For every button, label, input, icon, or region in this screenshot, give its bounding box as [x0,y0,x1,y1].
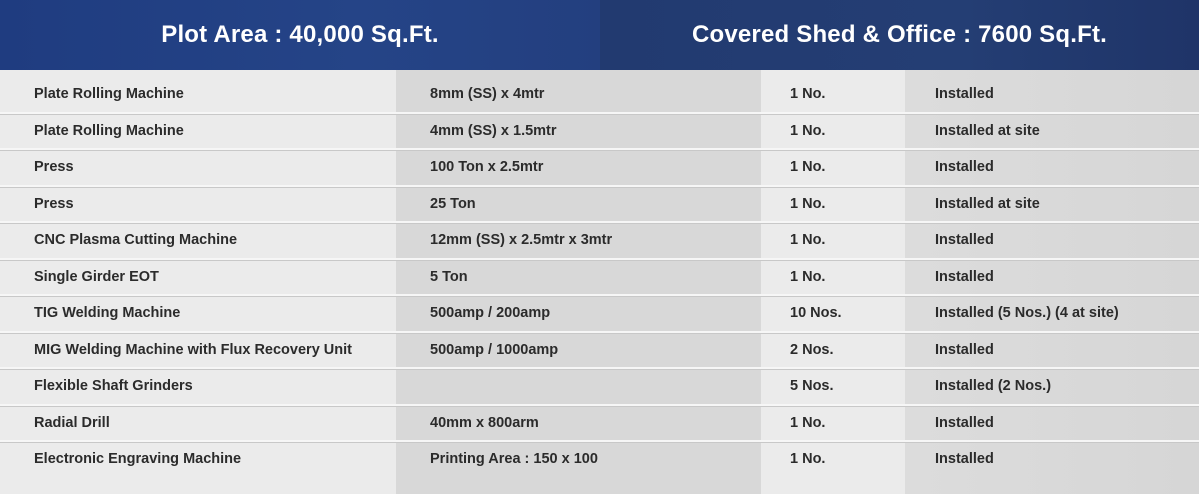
machine-spec: 100 Ton x 2.5mtr [430,159,544,175]
table-row [0,405,1199,442]
machine-qty: 1 No. [790,159,826,175]
machine-status: Installed [935,268,994,285]
machine-qty: 1 No. [790,232,826,248]
machine-qty: 1 No. [790,451,826,467]
table-row [0,76,1199,113]
machine-name: Radial Drill [34,414,110,431]
machine-name: Electronic Engraving Machine [34,451,242,467]
machine-name: Plate Rolling Machine [34,122,184,139]
machine-name: CNC Plasma Cutting Machine [34,232,238,248]
machine-name: Single Girder EOT [34,268,159,285]
table-row [0,222,1199,259]
machine-status: Installed [935,451,994,467]
machinery-table [0,70,1199,494]
machine-status: Installed [935,159,994,175]
machine-status: Installed at site [935,122,1040,139]
table-row [0,149,1199,186]
table-header [0,0,1199,70]
machine-status: Installed [935,86,994,102]
machine-qty: 1 No. [790,86,826,102]
machine-status: Installed (5 Nos.) (4 at site) [935,305,1119,321]
machine-qty: 5 Nos. [790,378,834,394]
machine-name: MIG Welding Machine with Flux Recovery Unit [34,341,352,358]
machine-status: Installed [935,414,994,431]
machine-status: Installed [935,341,994,358]
machine-qty: 1 No. [790,414,826,431]
table-row [0,368,1199,405]
machine-spec: 500amp / 1000amp [430,341,559,358]
machine-status: Installed (2 Nos.) [935,378,1052,394]
table-row [0,332,1199,369]
machine-qty: 1 No. [790,268,826,285]
table-row [0,186,1199,223]
machine-spec: 8mm (SS) x 4mtr [430,86,545,102]
machine-name: Press [34,195,74,212]
machine-spec: 40mm x 800arm [430,414,539,431]
table-row [0,295,1199,332]
machine-name: Flexible Shaft Grinders [34,378,193,394]
machine-name: TIG Welding Machine [34,305,181,321]
machine-spec: 25 Ton [430,195,476,212]
table-row [0,259,1199,296]
plot-area-title: Plot Area : 40,000 Sq.Ft. [0,0,600,70]
covered-shed-title: Covered Shed & Office : 7600 Sq.Ft. [600,0,1199,70]
machine-spec: 500amp / 200amp [430,305,551,321]
machine-spec: 12mm (SS) x 2.5mtr x 3mtr [430,232,613,248]
machine-spec: Printing Area : 150 x 100 [430,451,598,467]
machine-spec: 5 Ton [430,268,468,285]
table-row [0,113,1199,150]
machine-spec: 4mm (SS) x 1.5mtr [430,122,557,139]
machine-name: Plate Rolling Machine [34,86,184,102]
machine-name: Press [34,159,74,175]
machine-status: Installed at site [935,195,1040,212]
machine-qty: 1 No. [790,122,826,139]
machine-qty: 1 No. [790,195,826,212]
machine-qty: 10 Nos. [790,305,842,321]
machine-status: Installed [935,232,994,248]
table-row [0,441,1199,478]
machine-qty: 2 Nos. [790,341,834,358]
